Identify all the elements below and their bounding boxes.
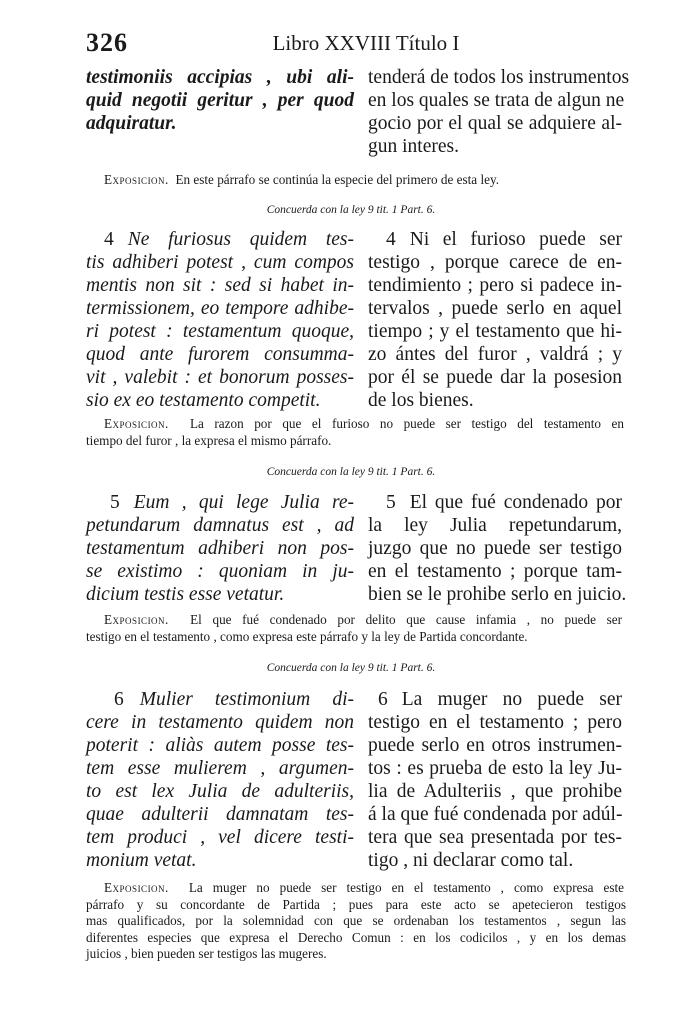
spanish-line: tera que sea presentada por tes- — [368, 827, 622, 848]
spanish-line: tigo , ni declarar como tal. — [368, 850, 574, 871]
section-number: 6 — [378, 689, 388, 710]
spanish-line: por él se puede dar la posesion — [368, 367, 622, 388]
spanish-line: tos : es prueba de esto la ley Ju- — [368, 758, 622, 779]
latin-line: Ne furiosus quidem tes- — [127, 229, 354, 250]
section-5 — [86, 491, 627, 609]
spanish-line: bien se le prohibe serlo en juicio. — [368, 584, 627, 605]
section-number: 4 — [104, 229, 114, 250]
concordance-note: Concuerda con la ley 9 tit. 1 Part. 6. — [266, 466, 436, 478]
spanish-line: en los quales se trata de algun ne — [368, 90, 625, 111]
running-head: Libro XXVIII Título I — [272, 31, 460, 55]
exposicion-text: diferentes especies que expresa el Derecho Comun : en los codicilos , y en los demas — [86, 929, 626, 945]
exposicion-text: La muger no puede ser testigo en el testamento , como expresa este — [188, 880, 624, 895]
latin-line: quid negotii geritur , per quod — [86, 90, 354, 111]
exposicion-paragraph — [86, 416, 624, 449]
latin-column — [86, 228, 354, 412]
spanish-column — [368, 688, 622, 872]
latin-line: quod ante furorem consumma- — [86, 344, 354, 365]
spanish-line: juzgo que no puede ser testigo — [368, 538, 622, 559]
latin-column — [86, 491, 354, 606]
latin-line: cere in testamento quidem non — [86, 712, 354, 733]
spanish-line: tenderá de todos los instrumentos — [368, 67, 630, 88]
continuation-block — [86, 66, 630, 158]
latin-line: adquiratur. — [86, 113, 177, 134]
latin-column — [86, 688, 354, 872]
exposicion-text: El que fué condenado por delito que cause infamia , no puede ser — [190, 612, 622, 627]
exposicion-text: mas qualificados, por la solemnidad con que se ordenaban los testamentos , segun las — [86, 913, 626, 928]
latin-line: Mulier testimonium di- — [139, 689, 354, 710]
latin-line: se existimo : quoniam in ju- — [86, 561, 354, 582]
latin-line: quae adulterii damnatam tes- — [86, 804, 354, 825]
latin-line: testamentum adhiberi non pos- — [86, 538, 354, 559]
spanish-line: tervalos , puede serlo en aquel — [368, 298, 622, 319]
section-number: 6 — [114, 689, 124, 710]
exposicion-paragraph — [104, 172, 624, 189]
latin-line: termissionem, eo tempore adhibe- — [86, 298, 354, 319]
latin-line: poterit : aliàs autem posse tes- — [86, 735, 354, 756]
spanish-line: La muger no puede ser — [401, 689, 622, 710]
spanish-line: testigo en el testamento ; pero — [368, 712, 622, 733]
spanish-line: en el testamento ; porque tam- — [368, 561, 622, 582]
latin-line: sio ex eo testamento competit. — [86, 390, 321, 411]
spanish-line: El que fué condenado por — [409, 492, 622, 513]
latin-line: ri potest : testamentum quoque, — [86, 321, 354, 342]
latin-line: tem esse mulierem , argumen- — [86, 758, 354, 779]
exposicion-text: La razon por que el furioso no puede ser testigo del testamento en — [189, 416, 624, 431]
concordance-note: Concuerda con la ley 9 tit. 1 Part. 6. — [266, 204, 436, 216]
spanish-line: la ley Julia repetundarum, — [368, 515, 622, 536]
spanish-line: á la que fué condenada por adúl- — [368, 804, 623, 825]
spanish-line: tendimiento ; pero si padece in- — [368, 275, 622, 296]
spanish-line: lia de Adulteriis , que prohibe — [368, 781, 622, 802]
latin-line: testimoniis accipias , ubi ali- — [86, 67, 354, 88]
spanish-line: puede serlo en otros instrumen- — [368, 735, 622, 756]
latin-line: to est lex Julia de adulteriis, — [86, 781, 354, 802]
concordance-note: Concuerda con la ley 9 tit. 1 Part. 6. — [266, 662, 436, 674]
section-number: 4 — [386, 229, 396, 250]
spanish-line: gocio por el qual se adquiere al- — [368, 113, 622, 134]
section-number: 5 — [386, 492, 396, 513]
exposicion-paragraph — [86, 880, 626, 963]
latin-line: mentis non sit : sed si habet in- — [86, 275, 354, 296]
spanish-line: testigo , porque carece de en- — [368, 252, 622, 273]
exposicion-text: párrafo y su concordante de Partida ; pues para este acto se apetecieron testigos — [86, 896, 626, 912]
section-number: 5 — [110, 492, 120, 513]
latin-column — [86, 66, 354, 135]
latin-line: dicium testis esse vetatur. — [86, 584, 285, 605]
spanish-column — [368, 228, 622, 412]
section-6 — [86, 688, 622, 874]
spanish-line: gun interes. — [368, 136, 459, 157]
exposicion-paragraph — [86, 612, 622, 645]
latin-line: tis adhiberi potest , cum compos — [86, 252, 354, 273]
section-4 — [86, 228, 622, 414]
exposicion-label: Exposicion. — [104, 880, 169, 895]
page-header — [86, 28, 616, 58]
latin-line: vit , valebit : et bonorum posses- — [86, 367, 354, 388]
exposicion-text: testigo en el testamento , como expresa este párrafo y la ley de Partida concordante. — [86, 628, 528, 644]
exposicion-text: tiempo del furor , la expresa el mismo párrafo. — [86, 432, 332, 448]
spanish-line: zo ántes del furor , valdrá ; y — [368, 344, 622, 365]
latin-line: petundarum damnatus est , ad — [86, 515, 354, 536]
spanish-column — [368, 66, 630, 158]
exposicion-text: En este párrafo se continúa la especie del primero de esta ley. — [175, 172, 500, 187]
exposicion-label: Exposicion. — [104, 612, 169, 627]
latin-line: monium vetat. — [86, 850, 197, 871]
exposicion-label: Exposicion. — [104, 416, 169, 431]
exposicion-label: Exposicion. — [104, 172, 169, 187]
exposicion-text: juicios , bien pueden ser testigos las mugeres. — [86, 946, 327, 961]
spanish-line: Ni el furioso puede ser — [409, 229, 622, 250]
page-number: 326 — [86, 28, 128, 57]
latin-line: Eum , qui lege Julia re- — [133, 492, 354, 513]
spanish-line: de los bienes. — [368, 390, 474, 411]
spanish-line: tiempo ; y el testamento que hi- — [368, 321, 622, 342]
spanish-column — [368, 491, 627, 606]
latin-line: tem produci , vel dicere testi- — [86, 827, 354, 848]
